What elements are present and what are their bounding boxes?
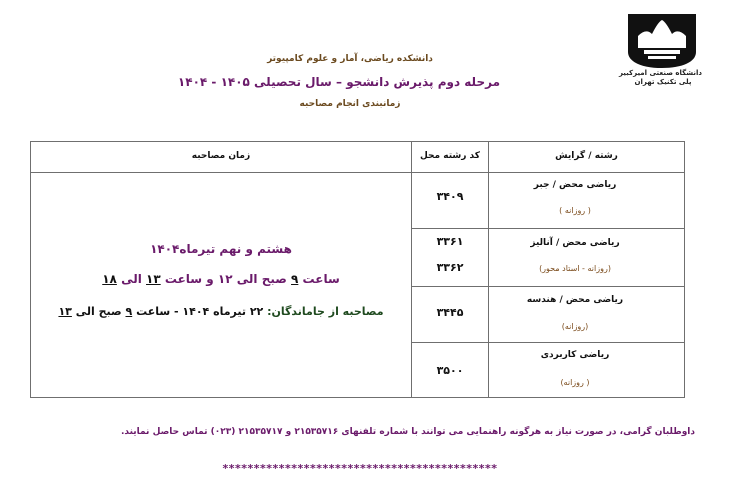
row-type-analysis: (روزانه - استاد محور): [539, 264, 611, 273]
row-code-geometry: ۳۴۴۵: [436, 306, 464, 319]
table-divider: [31, 172, 684, 173]
header-interview-time: زمان مصاحبه: [191, 151, 251, 161]
row-type-algebra: ( روزانه ): [559, 206, 591, 215]
row-code-applied: ۳۵۰۰: [436, 364, 464, 377]
interview-hour-end-2: ۱۸: [102, 272, 117, 286]
interview-hours-text-2: و ساعت: [164, 272, 214, 286]
makeup-label: مصاحبه از جاماندگان:: [267, 305, 384, 318]
row-code-analysis-2: ۳۳۶۲: [436, 261, 464, 274]
table-divider: [411, 228, 684, 229]
interview-hours-text-1: صبح الی: [236, 272, 287, 286]
table-divider: [411, 342, 684, 343]
table-divider: [411, 286, 684, 287]
interview-hours-text-3: الی: [121, 272, 142, 286]
makeup-hour-start: ۹: [125, 305, 133, 318]
makeup-hour-end: ۱۳: [58, 305, 72, 318]
header-field: رشته / گرایش: [555, 151, 618, 161]
makeup-date: ۲۲ تیرماه ۱۴۰۴ - ساعت: [136, 305, 264, 318]
makeup-interview: [31, 305, 411, 318]
program-title: مرحله دوم پذیرش دانشجو – سال تحصیلی ۱۴۰۵ - ۱۴۰۴: [177, 75, 500, 89]
row-type-geometry: (روزانه): [561, 322, 589, 331]
contact-note: داوطلبان گرامی، در صورت نیاز به هرگونه راهنمایی می توانند با شماره تلفنهای ۲۱۵۳۵۷۱۶ و ۲۱۵۳۵۷۱۷ (۰۲۳) تماس حاصل نمایند.: [120, 427, 695, 437]
logo-emblem-icon: [622, 12, 702, 70]
row-name-analysis: ریاضی محض / آنالیز: [530, 238, 620, 248]
stars-divider: ********************************************: [222, 462, 498, 475]
interview-hours-prefix: ساعت: [302, 272, 340, 286]
row-name-applied: ریاضی کاربردی: [540, 350, 610, 360]
row-type-applied: ( روزانه): [560, 378, 590, 387]
header-code: کد رشته محل: [420, 151, 480, 161]
interview-hours: [31, 272, 411, 286]
row-name-geometry: ریاضی محض / هندسه: [526, 295, 624, 305]
interview-hour-start-2: ۱۳: [146, 272, 161, 286]
interview-dates: هشتم و نهم تیرماه۱۴۰۴: [150, 242, 292, 256]
interview-hour-start-1: ۹: [291, 272, 299, 286]
logo-caption-line2: پلی تکنیک تهران: [634, 78, 692, 86]
logo-caption-line1: دانشگاه صنعتی امیرکبیر: [618, 69, 702, 77]
interview-hour-end-1: ۱۲: [217, 272, 233, 286]
row-code-analysis-1: ۳۳۶۱: [436, 235, 464, 248]
schedule-subtitle: زمانبندی انجام مصاحبه: [299, 99, 401, 109]
university-logo: [618, 12, 702, 90]
row-name-algebra: ریاضی محض / جبر: [533, 180, 617, 190]
makeup-text: صبح الی: [75, 305, 122, 318]
interview-table: [30, 141, 685, 398]
row-code-algebra: ۳۴۰۹: [436, 190, 464, 203]
faculty-title: دانشکده ریاضی، آمار و علوم کامپیوتر: [267, 54, 433, 64]
